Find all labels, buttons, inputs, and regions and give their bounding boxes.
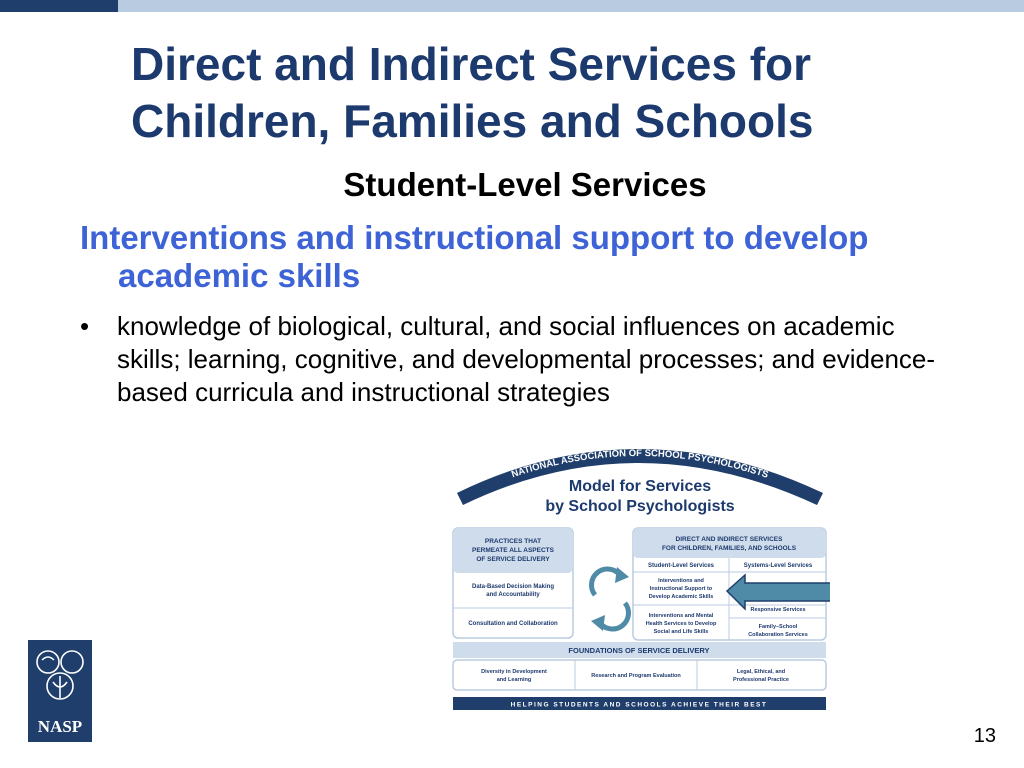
right-header-bg [633, 528, 826, 558]
family-school-1: Family–School [758, 624, 798, 630]
left-header-1: PRACTICES THAT [484, 538, 542, 545]
research-label: Research and Program Evaluation [591, 673, 681, 679]
slide-title [131, 36, 991, 150]
legal-2: Professional Practice [733, 677, 789, 683]
title-line-1: Direct and Indirect Services for [131, 38, 812, 90]
model-title-2: by School Psychologists [545, 498, 735, 515]
left-item-2: Consultation and Collaboration [468, 621, 558, 627]
family-school-2: Collaboration Services [748, 632, 808, 638]
left-item-1b: and Accountability [486, 592, 540, 598]
diversity-2: and Learning [496, 677, 532, 683]
nasp-emblem-icon [28, 640, 92, 742]
mental-health-2: Health Services to Develop [645, 621, 717, 627]
page-number: 13 [973, 725, 996, 747]
top-bar-light [118, 0, 1024, 12]
arc-text: NATIONAL ASSOCIATION OF SCHOOL PSYCHOLOGISTS [510, 447, 770, 481]
diversity-1: Diversity in Development [481, 669, 547, 675]
left-item-1a: Data-Based Decision Making [471, 584, 555, 590]
logo-text: NASP [37, 717, 83, 736]
mental-health-3: Social and Life Skills [653, 629, 709, 635]
nasp-model-diagram [445, 435, 830, 715]
model-title-1: Model for Services [568, 478, 712, 495]
bullet-marker: • [80, 311, 90, 341]
foundations-label: FOUNDATIONS OF SERVICE DELIVERY [568, 646, 710, 655]
cycle-arrowhead-top [615, 567, 629, 583]
slide-subtitle: Student-Level Services [343, 166, 707, 203]
legal-1: Legal, Ethical, and [736, 669, 786, 675]
systems-level-label: Systems-Level Services [743, 563, 813, 569]
right-header-2: FOR CHILDREN, FAMILIES, AND SCHOOLS [661, 545, 797, 552]
interventions-3: Develop Academic Skills [648, 594, 714, 600]
interventions-1: Interventions and [658, 578, 704, 584]
cycle-arrowhead-bottom [591, 615, 605, 631]
footer-text: HELPING STUDENTS AND SCHOOLS ACHIEVE THEIR BEST [510, 701, 768, 709]
bullet-text: knowledge of biological, cultural, and social influences on academic skills; learning, cognitive, and developmental processes; and evidence-based curricula and instructional strategies [117, 311, 936, 407]
top-bar-dark [0, 0, 118, 12]
mental-health-1: Interventions and Mental [648, 613, 714, 619]
left-header-2: PERMEATE ALL ASPECTS [472, 547, 554, 554]
nasp-logo [28, 640, 92, 742]
responsive-services: Responsive Services [750, 607, 806, 613]
interventions-2: Instructional Support to [649, 586, 713, 592]
section-heading: Interventions and instructional support to develop academic skills [80, 219, 869, 294]
student-level-label: Student-Level Services [647, 563, 715, 569]
right-header-1: DIRECT AND INDIRECT SERVICES [675, 536, 783, 543]
title-line-2: Children, Families and Schools [131, 95, 814, 147]
left-header-3: OF SERVICE DELIVERY [476, 556, 550, 563]
